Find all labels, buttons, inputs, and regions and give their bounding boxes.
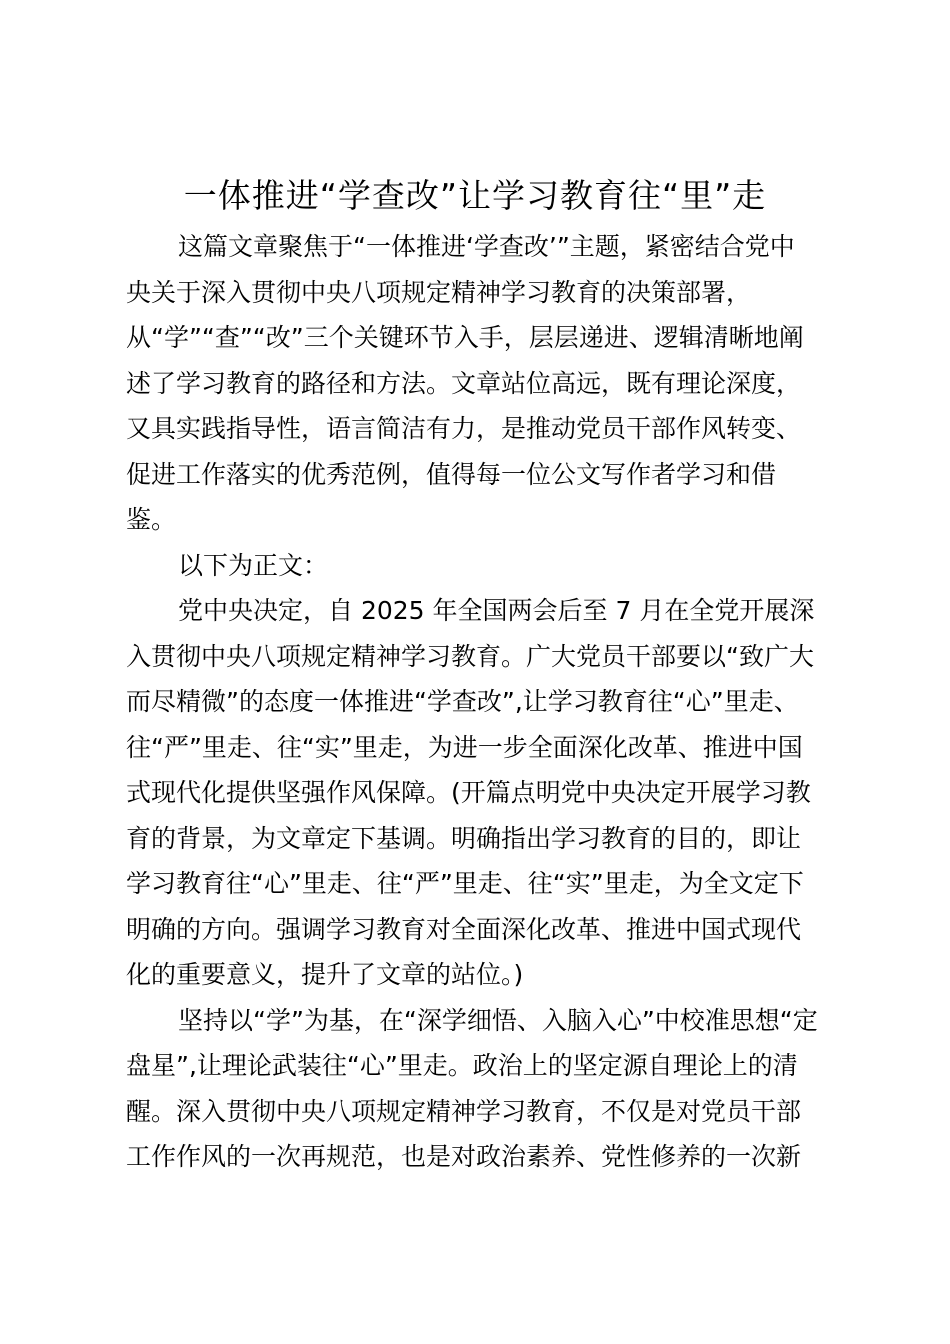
document-body [126,224,836,1180]
text-line: 入贯彻中央八项规定精神学习教育。广大党员干部要以“致广大 [126,641,814,671]
text-line: 党中央决定，自 2025 年全国两会后至 7 月在全党开展深 [178,596,815,625]
text-line: 述了学习教育的路径和方法。文章站位高远，既有理论深度， [126,368,802,398]
text-line: 从“学”“查”“改”三个关键环节入手，层层递进、逻辑清晰地阐 [126,323,804,352]
text-line: 坚持以“学”为基，在“深学细悟、入脑入心”中校准思想“定 [178,1005,818,1035]
document-title: 一体推进“学查改”让学习教育往“里”走 [183,176,767,215]
text-line: 明确的方向。强调学习教育对全面深化改革、推进中国式现代 [126,914,802,944]
text-line: 醒。深入贯彻中央八项规定精神学习教育，不仅是对党员干部 [126,1096,802,1126]
text-line: 而尽精微”的态度一体推进“学查改”,让学习教育往“心”里走、 [126,687,799,716]
text-line: 学习教育往“心”里走、往“严”里走、往“实”里走，为全文定下 [126,869,804,898]
text-line: 又具实践指导性，语言简洁有力，是推动党员干部作风转变、 [126,414,802,443]
text-line: 央关于深入贯彻中央八项规定精神学习教育的决策部署， [126,277,752,307]
text-line: 育的背景，为文章定下基调。明确指出学习教育的目的，即让 [126,823,802,853]
text-line: 促进工作落实的优秀范例，值得每一位公文写作者学习和借 [126,459,777,489]
text-line: 式现代化提供坚强作风保障。(开篇点明党中央决定开展学习教 [126,778,811,807]
text-line: 往“严”里走、往“实”里走，为进一步全面深化改革、推进中国 [126,732,803,762]
text-line: 工作作风的一次再规范，也是对政治素养、党性修养的一次新 [126,1142,802,1171]
text-line: 以下为正文： [178,550,329,580]
text-line: 鉴。 [126,505,177,534]
text-line: 盘星”,让理论武装往“心”里走。政治上的坚定源自理论上的清 [126,1051,798,1080]
text-line: 这篇文章聚焦于“一体推进‘学查改’”主题，紧密结合党中 [178,232,795,261]
text-line: 化的重要意义，提升了文章的站位。) [126,960,524,989]
